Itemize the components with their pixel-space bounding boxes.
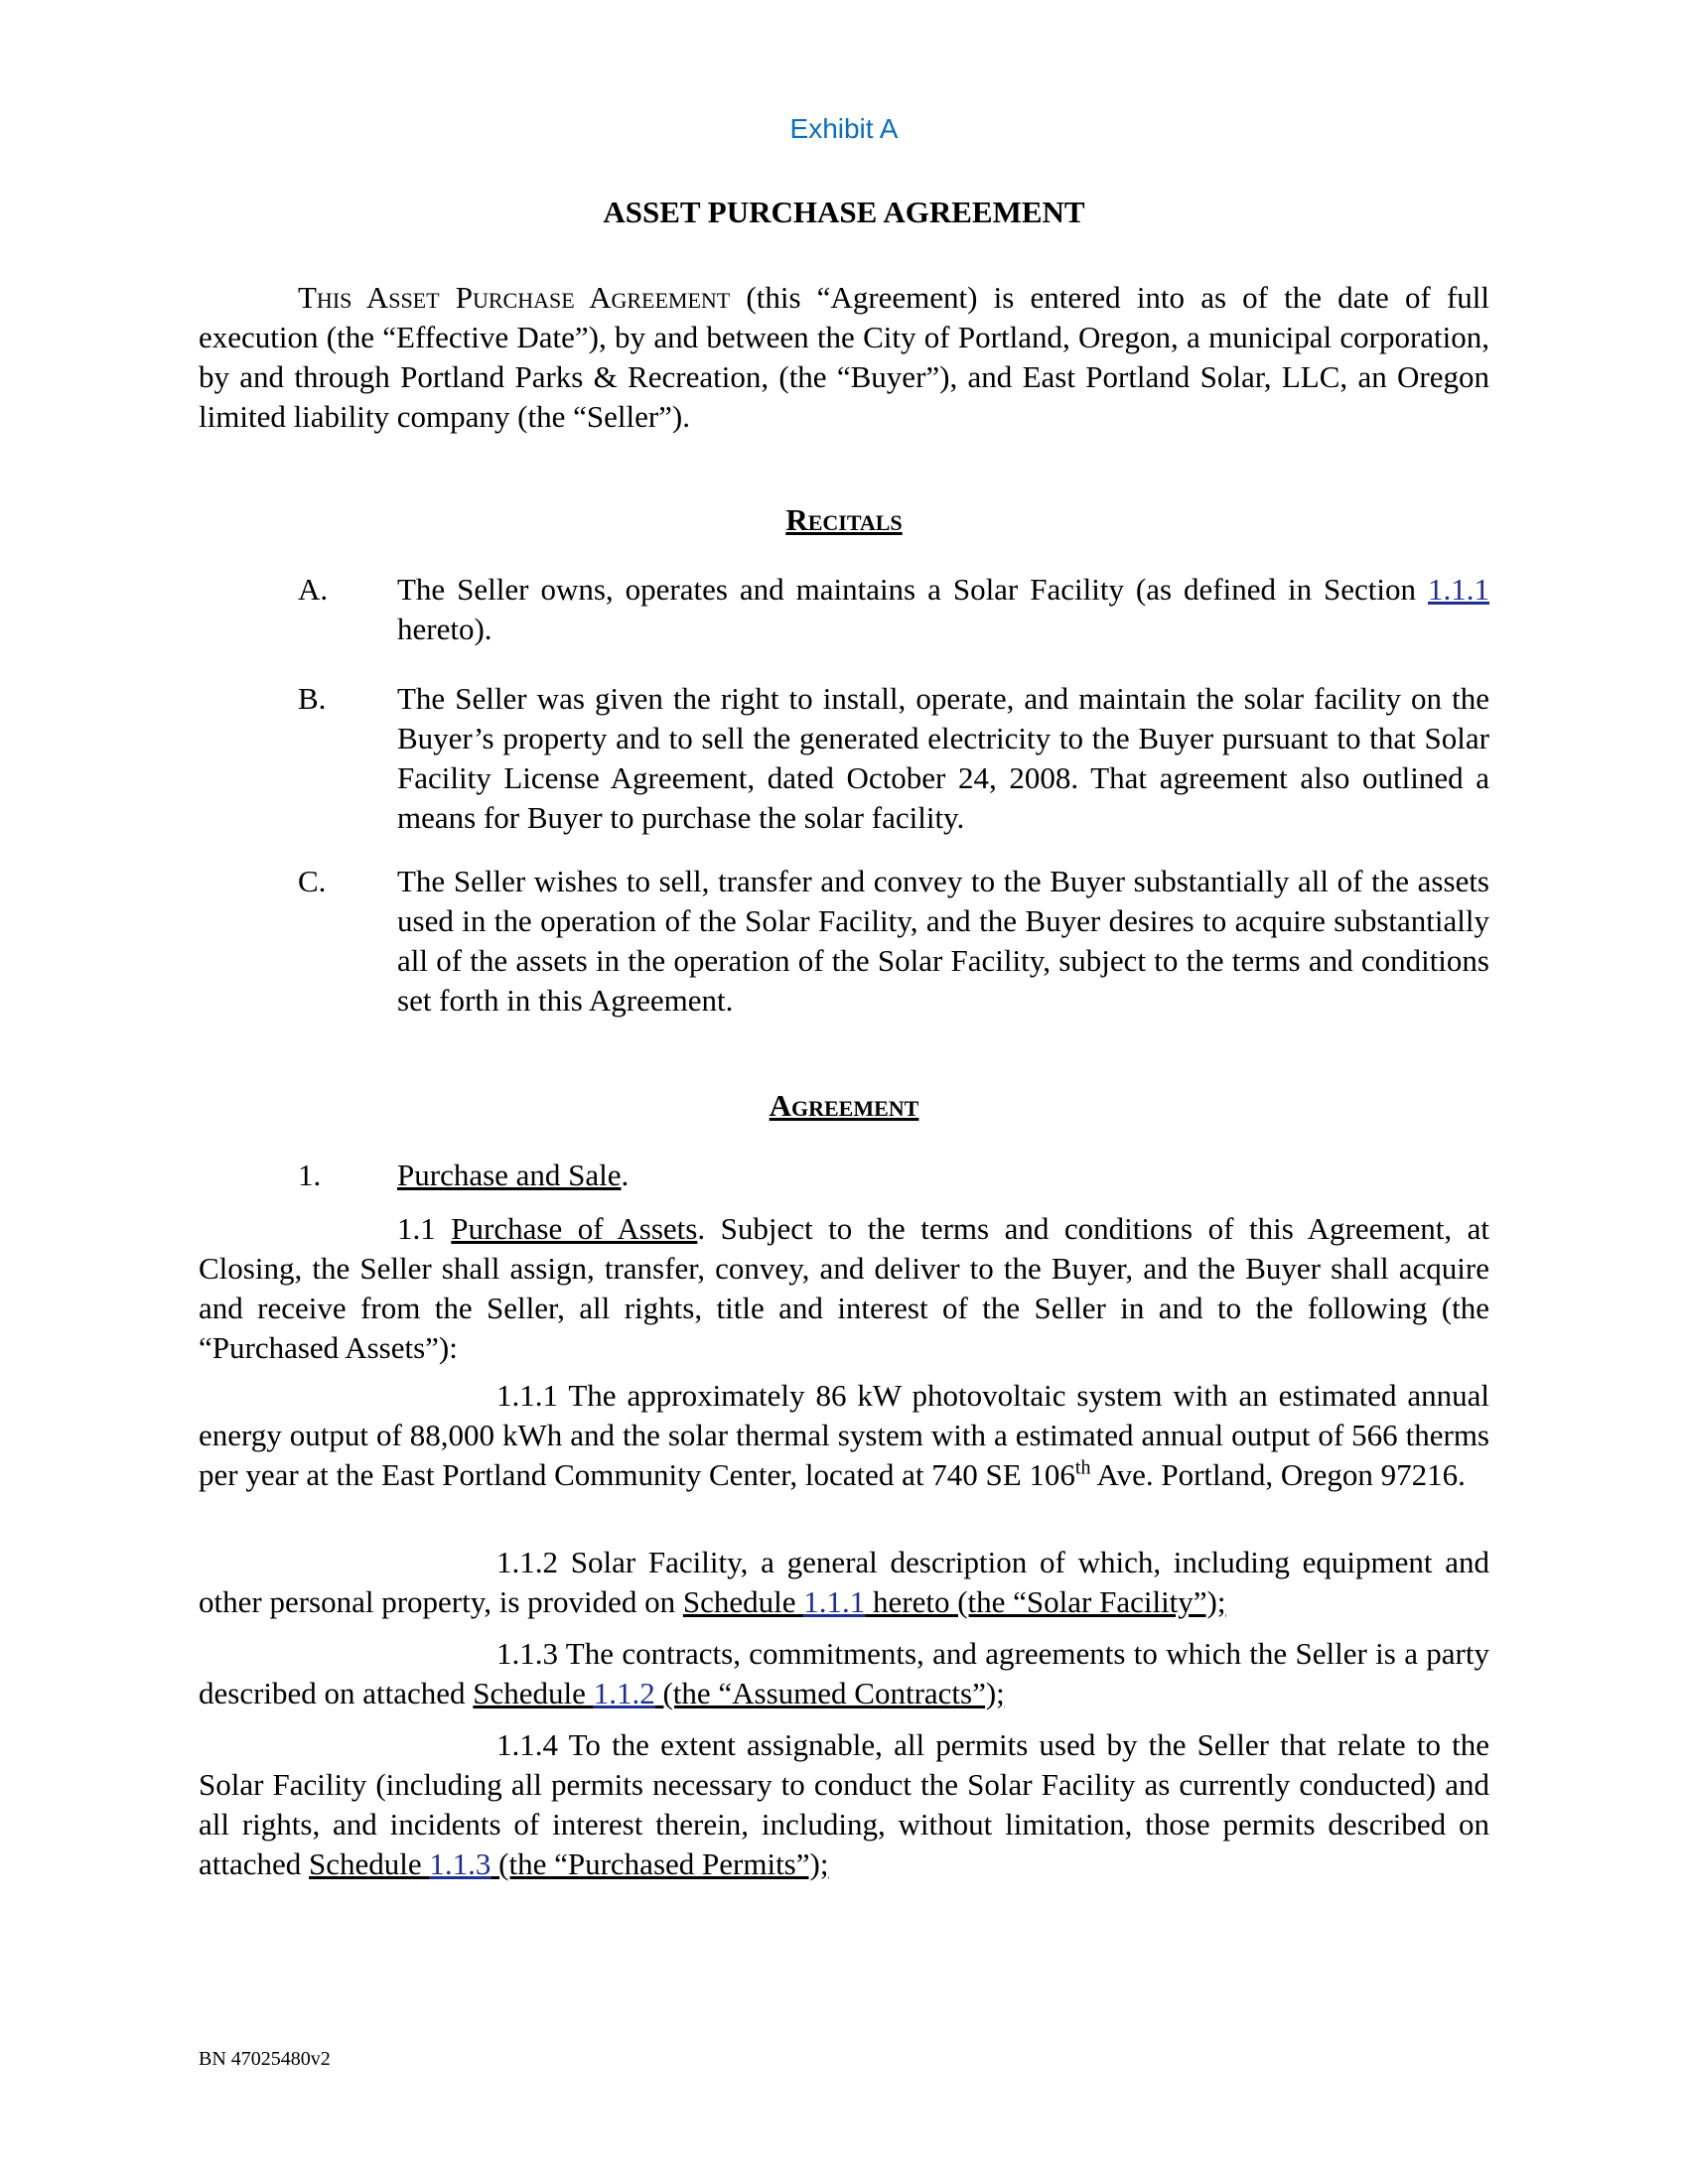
agreement-heading: Agreement — [769, 1088, 919, 1123]
schedule-ref-end: hereto (the “Solar Facility”); — [865, 1584, 1226, 1619]
section-link[interactable]: 1.1.1 — [1428, 572, 1489, 607]
recital-label: A. — [298, 572, 329, 607]
section-title: Purchase and Sale — [397, 1158, 622, 1192]
recital-c — [298, 862, 1489, 1021]
section-1-1-1 — [199, 1376, 1489, 1495]
recital-text: The Seller was given the right to install, operate, and maintain the solar facility on the Buyer’s property and to sell the generated electricity to the Buyer pursuant to that Solar Facility License Agreement, dated October 24, 2008. That agreement also outlined a means for Buyer to purchase the solar facility. — [397, 681, 1489, 835]
section-1 — [298, 1156, 1489, 1195]
schedule-ref-end: (the “Assumed Contracts”); — [654, 1676, 1005, 1710]
schedule-link[interactable]: 1.1.2 — [593, 1676, 655, 1710]
intro-lead: This Asset Purchase Agreement — [298, 280, 731, 315]
schedule-ref: Schedule — [473, 1676, 594, 1710]
recital-a — [298, 570, 1489, 649]
schedule-ref: Schedule — [309, 1846, 430, 1881]
subsection-title: Purchase of Assets — [451, 1211, 698, 1246]
document-title: ASSET PURCHASE AGREEMENT — [603, 195, 1085, 229]
exhibit-label: Exhibit A — [789, 113, 899, 144]
schedule-link[interactable]: 1.1.1 — [803, 1584, 866, 1619]
recital-text: The Seller wishes to sell, transfer and convey to the Buyer substantially all of the assets used in the operation of the Solar Facility, and the Buyer desires to acquire substantially all of the assets in the operation of the Solar Facility, subject to the terms and conditions set forth in this Agreement. — [397, 864, 1489, 1018]
subsection-number: 1.1 — [397, 1211, 452, 1246]
intro-paragraph — [199, 278, 1489, 437]
subsection-text: . Subject to the terms and conditions of this Agreement, at Closing, the Seller shall assign, transfer, convey, and deliver to the Buyer, and the Buyer shall acquire and receive from the Seller, all rights, title and interest of the Seller in and to the following (the “Purchased Assets”): — [199, 1211, 1489, 1365]
recital-text-end: hereto). — [397, 612, 492, 646]
recital-label: B. — [298, 681, 327, 716]
section-punct: . — [621, 1158, 630, 1192]
section-1-1-4 — [199, 1725, 1489, 1884]
section-1-1 — [199, 1209, 1489, 1368]
section-1-1-2 — [199, 1543, 1489, 1622]
section-number: 1. — [298, 1158, 322, 1192]
subsection-text: 1.1.1 The approximately 86 kW photovoltaic system with an estimated annual energy output of 88,000 kWh and the solar thermal system with a estimated annual output of 566 therms per year at the East Portland Community Center, located at 740 SE 106 — [199, 1378, 1489, 1492]
schedule-ref-end: (the “Purchased Permits”); — [491, 1846, 829, 1881]
subsection-text: 1.1.4 To the extent assignable, all permits used by the Seller that relate to the Solar Facility (including all permits necessary to conduct the Solar Facility as currently conducted) and all rights, and incidents of interest therein, including, without limitation, those permits described on attached — [199, 1727, 1489, 1881]
recitals-heading: Recitals — [785, 502, 903, 537]
document-footer-id: BN 47025480v2 — [199, 2048, 331, 2070]
subsection-text-end: Ave. Portland, Oregon 97216. — [1090, 1457, 1466, 1492]
schedule-link[interactable]: 1.1.3 — [429, 1846, 492, 1881]
ordinal-suffix: th — [1074, 1456, 1091, 1479]
recital-text: The Seller owns, operates and maintains a Solar Facility (as defined in Section — [397, 572, 1428, 607]
subsection-text: 1.1.2 Solar Facility, a general description of which, including equipment and other personal property, is provided on — [199, 1545, 1489, 1619]
schedule-ref: Schedule — [682, 1584, 804, 1619]
intro-text: (this “Agreement) is entered into as of the date of full execution (the “Effective Date”), by and between the City of Portland, Oregon, a municipal corporation, by and through Portland Parks & Recreation, (the “Buyer”), and East Portland Solar, LLC, an Oregon limited liability company (the “Seller”). — [199, 280, 1489, 434]
recital-label: C. — [298, 864, 327, 898]
section-1-1-3 — [199, 1634, 1489, 1713]
subsection-text: 1.1.3 The contracts, commitments, and agreements to which the Seller is a party described on attached — [199, 1636, 1489, 1710]
recital-b — [298, 679, 1489, 838]
